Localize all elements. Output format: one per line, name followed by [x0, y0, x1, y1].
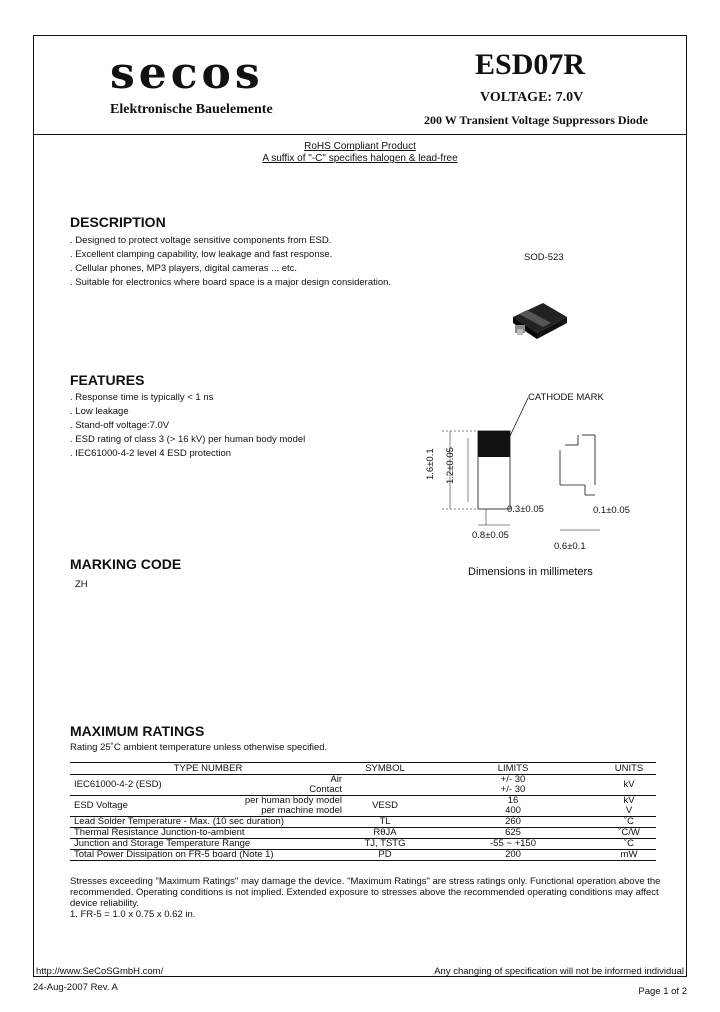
list-item: . Response time is typically < 1 ns	[70, 391, 305, 405]
website-link[interactable]: http://www.SeCoSGmbH.com/	[36, 966, 164, 977]
rohs-line: RoHS Compliant Product	[304, 141, 416, 152]
description-list	[70, 234, 391, 290]
dim-lead-thickness: 0.1±0.05	[593, 505, 630, 516]
product-description: 200 W Transient Voltage Suppressors Diode	[424, 113, 648, 127]
features-list	[70, 391, 305, 461]
list-item: . ESD rating of class 3 (> 16 kV) per human body model	[70, 433, 305, 447]
dim-body-height: 1.2±0.05	[445, 447, 456, 484]
list-item: . IEC61000-4-2 level 4 ESD protection	[70, 447, 305, 461]
page-number: Page 1 of 2	[638, 986, 687, 997]
table-row: ESD Voltage per human body model per machine model VESD 16 400 kV V	[70, 796, 656, 817]
company-name: Elektronische Bauelemente	[110, 102, 273, 117]
dim-total-thickness: 0.6±0.1	[554, 541, 586, 552]
header-divider	[33, 134, 687, 135]
ratings-table	[70, 762, 656, 861]
col-type: TYPE NUMBER	[70, 763, 346, 775]
table-header-row	[70, 763, 656, 775]
col-symbol: SYMBOL	[346, 763, 424, 775]
table-row: Total Power Dissipation on FR-5 board (Note 1) PD 200 mW	[70, 850, 656, 861]
cathode-mark-label: CATHODE MARK	[528, 392, 604, 403]
disclaimer: Any changing of specification will not be informed individual	[434, 966, 684, 977]
table-row: Junction and Storage Temperature Range TJ, TSTG -55 ~ +150 ˚C	[70, 839, 656, 850]
col-units: UNITS	[602, 763, 656, 775]
stress-text: Stresses exceeding "Maximum Ratings" may damage the device. "Maximum Ratings" are stress ratings only. Functional operation above the recommended. Operating conditions is not implied. Extended exposure to stresses above the recommended operating conditions may affect device reliability.	[70, 876, 661, 909]
list-item: . Suitable for electronics where board space is a major design consideration.	[70, 276, 391, 290]
marking-code: ZH	[75, 579, 88, 590]
features-heading: FEATURES	[70, 372, 145, 388]
description-heading: DESCRIPTION	[70, 214, 166, 230]
list-item: . Low leakage	[70, 405, 305, 419]
dim-lead-width: 0.3±0.05	[507, 504, 544, 515]
ratings-note: Rating 25˚C ambient temperature unless otherwise specified.	[70, 742, 328, 753]
footnote: 1. FR-5 = 1.0 x 0.75 x 0.62 in.	[70, 909, 196, 920]
part-number: ESD07R	[475, 48, 586, 81]
voltage-rating: VOLTAGE: 7.0V	[480, 90, 584, 105]
list-item: . Excellent clamping capability, low leakage and fast response.	[70, 248, 391, 262]
table-row: Lead Solder Temperature - Max. (10 sec duration) TL 260 ˚C	[70, 817, 656, 828]
table-row: IEC61000-4-2 (ESD) Air Contact +/- 30 +/- 30 kV	[70, 775, 656, 796]
dim-body-width: 0.8±0.05	[472, 530, 509, 541]
list-item: . Stand-off voltage:7.0V	[70, 419, 305, 433]
list-item: . Designed to protect voltage sensitive components from ESD.	[70, 234, 391, 248]
table-row: Thermal Resistance Junction-to-ambient RθJA 625 ˚C/W	[70, 828, 656, 839]
dim-height: 1.6±0.1	[425, 448, 436, 480]
list-item: . Cellular phones, MP3 players, digital cameras ... etc.	[70, 262, 391, 276]
package-image	[505, 295, 575, 345]
halogen-line: A suffix of "-C" specifies halogen & lead-free	[262, 153, 458, 164]
ratings-heading: MAXIMUM RATINGS	[70, 723, 205, 739]
marking-heading: MARKING CODE	[70, 556, 182, 572]
stress-notes	[70, 876, 670, 920]
revision-date: 24-Aug-2007 Rev. A	[33, 982, 118, 993]
dimensions-caption: Dimensions in millimeters	[468, 566, 593, 578]
col-limits: LIMITS	[424, 763, 602, 775]
package-label: SOD-523	[524, 252, 564, 263]
company-logo: secos	[110, 48, 264, 99]
